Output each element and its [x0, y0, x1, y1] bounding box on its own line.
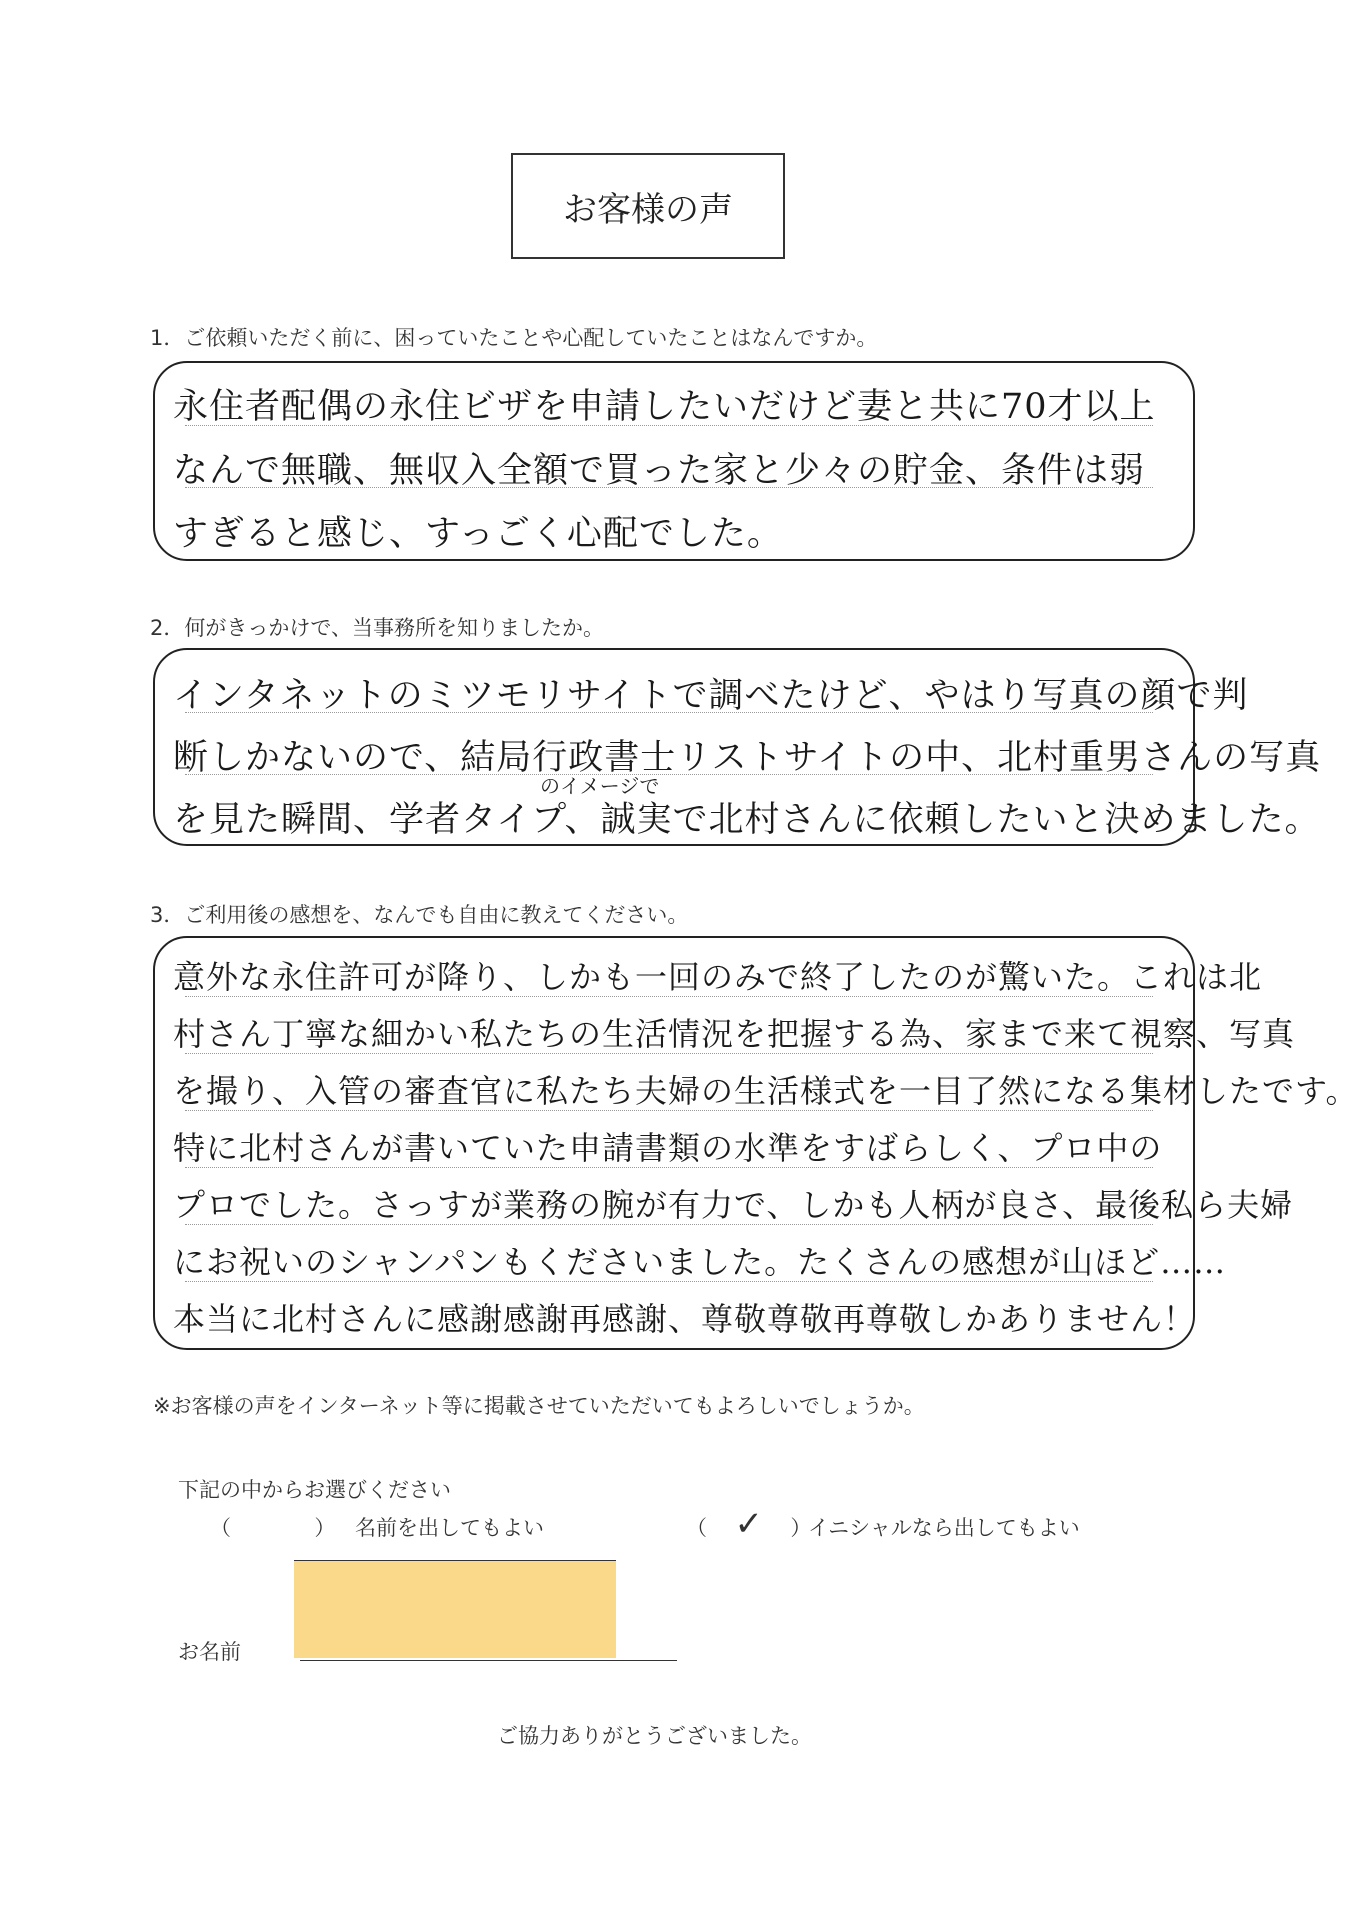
question-3-label: 3．ご利用後の感想を、なんでも自由に教えてください。 [150, 903, 689, 927]
page-title: お客様の声 [511, 153, 785, 259]
name-field-underline [300, 1660, 677, 1661]
handwritten-line: 意外な永住許可が降り、しかも一回のみで終了したのが驚いた。これは北 [173, 958, 1263, 996]
name-redaction [294, 1560, 616, 1658]
handwritten-line: インタネットのミツモリサイトで調べたけど、やはり写真の顔で判 [173, 676, 1249, 716]
handwritten-line: 断しかないので、結局行政書士リストサイトの中、北村重男さんの写真 [173, 738, 1322, 778]
option-name-label: 名前を出してもよい [355, 1516, 544, 1540]
paren-close: ） [314, 1516, 336, 1540]
name-label: お名前 [178, 1640, 241, 1664]
paren-open: （ [210, 1516, 231, 1540]
choose-label: 下記の中からお選びください [178, 1478, 451, 1502]
handwritten-line: 村さん丁寧な細かい私たちの生活情況を把握する為、家まで来て視察、写真 [173, 1015, 1296, 1053]
answer-3-box [153, 936, 1358, 1350]
handwritten-line: プロでした。さっすが業務の腕が有力で、しかも人柄が良さ、最後私ら夫婦 [173, 1186, 1294, 1224]
handwritten-line: を見た瞬間、学者タイプ、誠実で北村さんに依頼したいと決めました。 [173, 800, 1321, 840]
permission-note: ※お客様の声をインターネット等に掲載させていただいてもよろしいでしょうか。 [153, 1394, 925, 1418]
divider [294, 1560, 616, 1561]
answer-2-box [153, 648, 1322, 846]
option-initials-label: イニシャルなら出してもよい [808, 1516, 1080, 1540]
option-initials-checkbox[interactable] [686, 1504, 812, 1544]
handwritten-line: を撮り、入管の審査官に私たち夫婦の生活様式を一目了然になる集材したです。 [173, 1072, 1358, 1110]
handwritten-line: 永住者配偶の永住ビザを申請したいだけど妻と共に70才以上 [173, 387, 1156, 427]
question-2-label: 2．何がきっかけで、当事務所を知りましたか。 [150, 616, 604, 640]
answer-1-box [153, 361, 1195, 561]
paren-close: ） [790, 1516, 812, 1540]
handwritten-insertion: のイメージで [540, 774, 660, 798]
handwritten-line: にお祝いのシャンパンもくださいました。たくさんの感想が山ほど…… [173, 1243, 1227, 1281]
option-name-checkbox[interactable] [210, 1512, 335, 1542]
paren-open: （ [686, 1516, 707, 1540]
handwritten-line: なんで無職、無収入全額で買った家と少々の貯金、条件は弱 [173, 451, 1146, 491]
handwritten-line: すぎると感じ、すっごく心配でした。 [173, 514, 783, 554]
check-mark-icon: ✓ [734, 1504, 763, 1544]
handwritten-line: 本当に北村さんに感謝感謝再感謝、尊敬尊敬再尊敬しかありません！ [173, 1300, 1197, 1338]
question-1-label: 1．ご依頼いただく前に、困っていたことや心配していたことはなんですか。 [150, 326, 878, 350]
handwritten-line: 特に北村さんが書いていた申請書類の水準をすばらしく、プロ中の [173, 1129, 1163, 1167]
thanks-text: ご協力ありがとうございました。 [497, 1724, 812, 1748]
